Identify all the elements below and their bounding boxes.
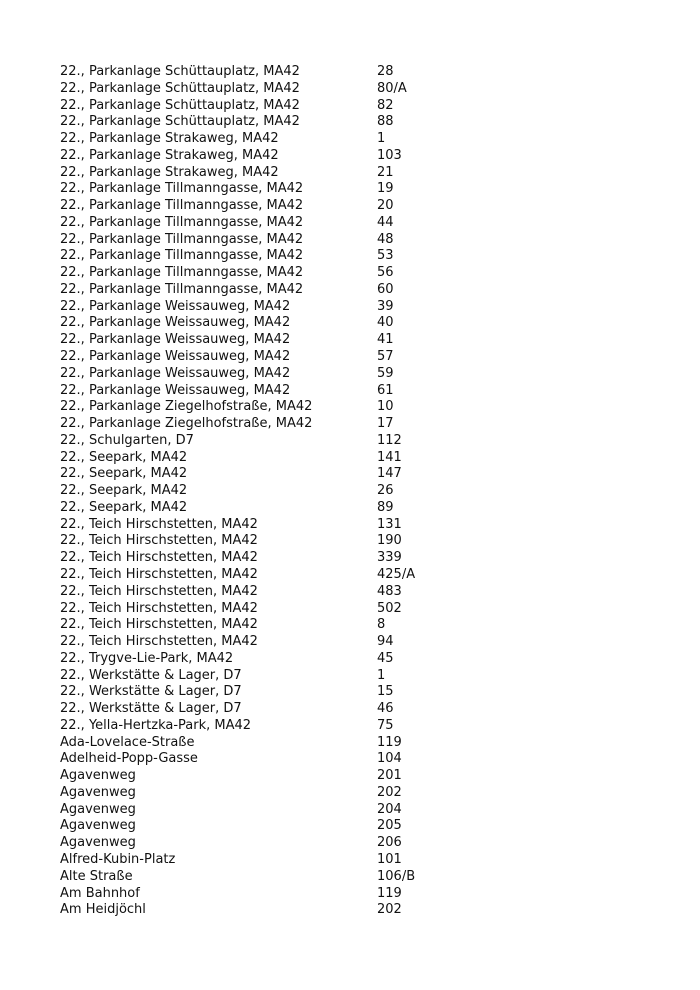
list-item	[60, 869, 660, 886]
location-name: 22., Seepark, MA42	[60, 483, 188, 499]
list-item	[60, 332, 660, 349]
location-number: 202	[377, 784, 402, 800]
location-number: 8	[377, 617, 386, 633]
list-item	[60, 567, 660, 584]
location-number: 61	[377, 382, 394, 398]
list-item	[60, 215, 660, 232]
location-number: 28	[377, 64, 394, 79]
location-name: Alte Straße	[60, 868, 133, 884]
location-number: 425/A	[377, 566, 416, 582]
location-number: 20	[377, 198, 394, 214]
list-item	[60, 64, 660, 81]
location-name: 22., Parkanlage Tillmanngasse, MA42	[60, 248, 304, 264]
location-number: 88	[377, 114, 394, 130]
location-number: 41	[377, 332, 394, 348]
location-name: 22., Parkanlage Tillmanngasse, MA42	[60, 214, 304, 230]
location-name: Agavenweg	[60, 818, 136, 834]
location-name: 22., Teich Hirschstetten, MA42	[60, 634, 258, 650]
location-name: 22., Teich Hirschstetten, MA42	[60, 516, 258, 532]
location-number: 141	[377, 449, 402, 465]
location-name: 22., Parkanlage Tillmanngasse, MA42	[60, 198, 304, 214]
location-number: 483	[377, 583, 402, 599]
location-number: 103	[377, 147, 402, 163]
location-name: 22., Teich Hirschstetten, MA42	[60, 533, 258, 549]
list-item	[60, 248, 660, 265]
location-name: 22., Teich Hirschstetten, MA42	[60, 600, 258, 616]
location-name: Adelheid-Popp-Gasse	[60, 751, 198, 767]
location-number: 119	[377, 734, 402, 750]
list-item	[60, 751, 660, 768]
list-item	[60, 131, 660, 148]
list-item	[60, 500, 660, 517]
location-name: 22., Werkstätte & Lager, D7	[60, 701, 242, 717]
list-item	[60, 550, 660, 567]
location-number: 202	[377, 902, 402, 918]
location-name: 22., Schulgarten, D7	[60, 432, 194, 448]
list-item	[60, 584, 660, 601]
location-number: 48	[377, 231, 394, 247]
list-item	[60, 366, 660, 383]
location-number: 106/B	[377, 868, 416, 884]
list-item	[60, 668, 660, 685]
list-item	[60, 768, 660, 785]
list-item	[60, 886, 660, 903]
location-name: 22., Parkanlage Strakaweg, MA42	[60, 147, 279, 163]
location-number: 104	[377, 751, 402, 767]
location-number: 502	[377, 600, 402, 616]
location-name: Alfred-Kubin-Platz	[60, 851, 176, 867]
list-item	[60, 684, 660, 701]
list-item	[60, 81, 660, 98]
list-item	[60, 517, 660, 534]
list-item	[60, 835, 660, 852]
location-number: 44	[377, 214, 394, 230]
list-item	[60, 299, 660, 316]
list-item	[60, 785, 660, 802]
location-number: 21	[377, 164, 394, 180]
location-number: 82	[377, 97, 394, 113]
location-name: Am Heidjöchl	[60, 902, 146, 918]
location-number: 206	[377, 835, 402, 851]
location-name: Ada-Lovelace-Straße	[60, 734, 195, 750]
location-name: 22., Teich Hirschstetten, MA42	[60, 566, 258, 582]
location-number: 59	[377, 365, 394, 381]
location-number: 101	[377, 851, 402, 867]
location-number: 10	[377, 399, 394, 415]
location-number: 1	[377, 667, 386, 683]
location-name: 22., Parkanlage Tillmanngasse, MA42	[60, 231, 304, 247]
location-number: 46	[377, 701, 394, 717]
location-name: 22., Parkanlage Schüttauplatz, MA42	[60, 97, 300, 113]
location-name: 22., Parkanlage Schüttauplatz, MA42	[60, 114, 300, 130]
location-number: 26	[377, 483, 394, 499]
location-name: 22., Yella-Hertzka-Park, MA42	[60, 717, 252, 733]
location-number: 131	[377, 516, 402, 532]
location-name: 22., Parkanlage Schüttauplatz, MA42	[60, 80, 300, 96]
location-name: 22., Parkanlage Weissauweg, MA42	[60, 315, 291, 331]
list-item	[60, 383, 660, 400]
location-number: 205	[377, 818, 402, 834]
location-name: 22., Parkanlage Ziegelhofstraße, MA42	[60, 416, 313, 432]
location-number: 17	[377, 416, 394, 432]
location-name: Agavenweg	[60, 801, 136, 817]
list-item	[60, 450, 660, 467]
list-item	[60, 232, 660, 249]
location-name: 22., Werkstätte & Lager, D7	[60, 667, 242, 683]
list-item	[60, 165, 660, 182]
location-name: 22., Parkanlage Tillmanngasse, MA42	[60, 265, 304, 281]
location-name: 22., Parkanlage Weissauweg, MA42	[60, 382, 291, 398]
list-item	[60, 701, 660, 718]
list-item	[60, 735, 660, 752]
location-number: 89	[377, 499, 394, 515]
location-number: 190	[377, 533, 402, 549]
location-name: 22., Parkanlage Strakaweg, MA42	[60, 164, 279, 180]
location-number: 119	[377, 885, 402, 901]
list-item	[60, 483, 660, 500]
location-name: 22., Parkanlage Weissauweg, MA42	[60, 332, 291, 348]
location-name: 22., Seepark, MA42	[60, 466, 188, 482]
location-name: 22., Teich Hirschstetten, MA42	[60, 583, 258, 599]
location-number: 56	[377, 265, 394, 281]
list-item	[60, 315, 660, 332]
location-name: 22., Parkanlage Schüttauplatz, MA42	[60, 64, 300, 79]
location-name: 22., Parkanlage Tillmanngasse, MA42	[60, 281, 304, 297]
list-item	[60, 634, 660, 651]
list-item	[60, 198, 660, 215]
list-item	[60, 852, 660, 869]
list-item	[60, 651, 660, 668]
location-number: 201	[377, 768, 402, 784]
location-number: 45	[377, 650, 394, 666]
list-item	[60, 802, 660, 819]
location-number: 339	[377, 550, 402, 566]
location-number: 80/A	[377, 80, 407, 96]
address-list	[60, 64, 660, 919]
list-item	[60, 466, 660, 483]
location-name: 22., Parkanlage Strakaweg, MA42	[60, 131, 279, 147]
location-name: 22., Parkanlage Weissauweg, MA42	[60, 365, 291, 381]
location-number: 1	[377, 131, 386, 147]
list-item	[60, 416, 660, 433]
location-name: 22., Trygve-Lie-Park, MA42	[60, 650, 234, 666]
list-item	[60, 617, 660, 634]
location-number: 15	[377, 684, 394, 700]
list-item	[60, 114, 660, 131]
list-item	[60, 533, 660, 550]
location-name: 22., Werkstätte & Lager, D7	[60, 684, 242, 700]
list-item	[60, 902, 660, 919]
list-item	[60, 349, 660, 366]
location-number: 19	[377, 181, 394, 197]
location-name: Agavenweg	[60, 784, 136, 800]
location-name: 22., Parkanlage Weissauweg, MA42	[60, 298, 291, 314]
list-item	[60, 181, 660, 198]
location-name: 22., Teich Hirschstetten, MA42	[60, 550, 258, 566]
location-name: Agavenweg	[60, 835, 136, 851]
location-name: Agavenweg	[60, 768, 136, 784]
list-item	[60, 718, 660, 735]
location-number: 94	[377, 634, 394, 650]
list-item	[60, 148, 660, 165]
location-name: 22., Teich Hirschstetten, MA42	[60, 617, 258, 633]
list-item	[60, 601, 660, 618]
list-item	[60, 818, 660, 835]
location-name: Am Bahnhof	[60, 885, 140, 901]
location-number: 57	[377, 349, 394, 365]
location-number: 39	[377, 298, 394, 314]
location-name: 22., Parkanlage Ziegelhofstraße, MA42	[60, 399, 313, 415]
location-name: 22., Parkanlage Tillmanngasse, MA42	[60, 181, 304, 197]
list-item	[60, 282, 660, 299]
location-number: 40	[377, 315, 394, 331]
list-item	[60, 399, 660, 416]
location-name: 22., Seepark, MA42	[60, 449, 188, 465]
location-number: 147	[377, 466, 402, 482]
list-item	[60, 98, 660, 115]
location-name: 22., Seepark, MA42	[60, 499, 188, 515]
location-number: 204	[377, 801, 402, 817]
location-number: 60	[377, 281, 394, 297]
location-number: 75	[377, 717, 394, 733]
location-number: 112	[377, 432, 402, 448]
location-number: 53	[377, 248, 394, 264]
location-name: 22., Parkanlage Weissauweg, MA42	[60, 349, 291, 365]
list-item	[60, 265, 660, 282]
list-item	[60, 433, 660, 450]
